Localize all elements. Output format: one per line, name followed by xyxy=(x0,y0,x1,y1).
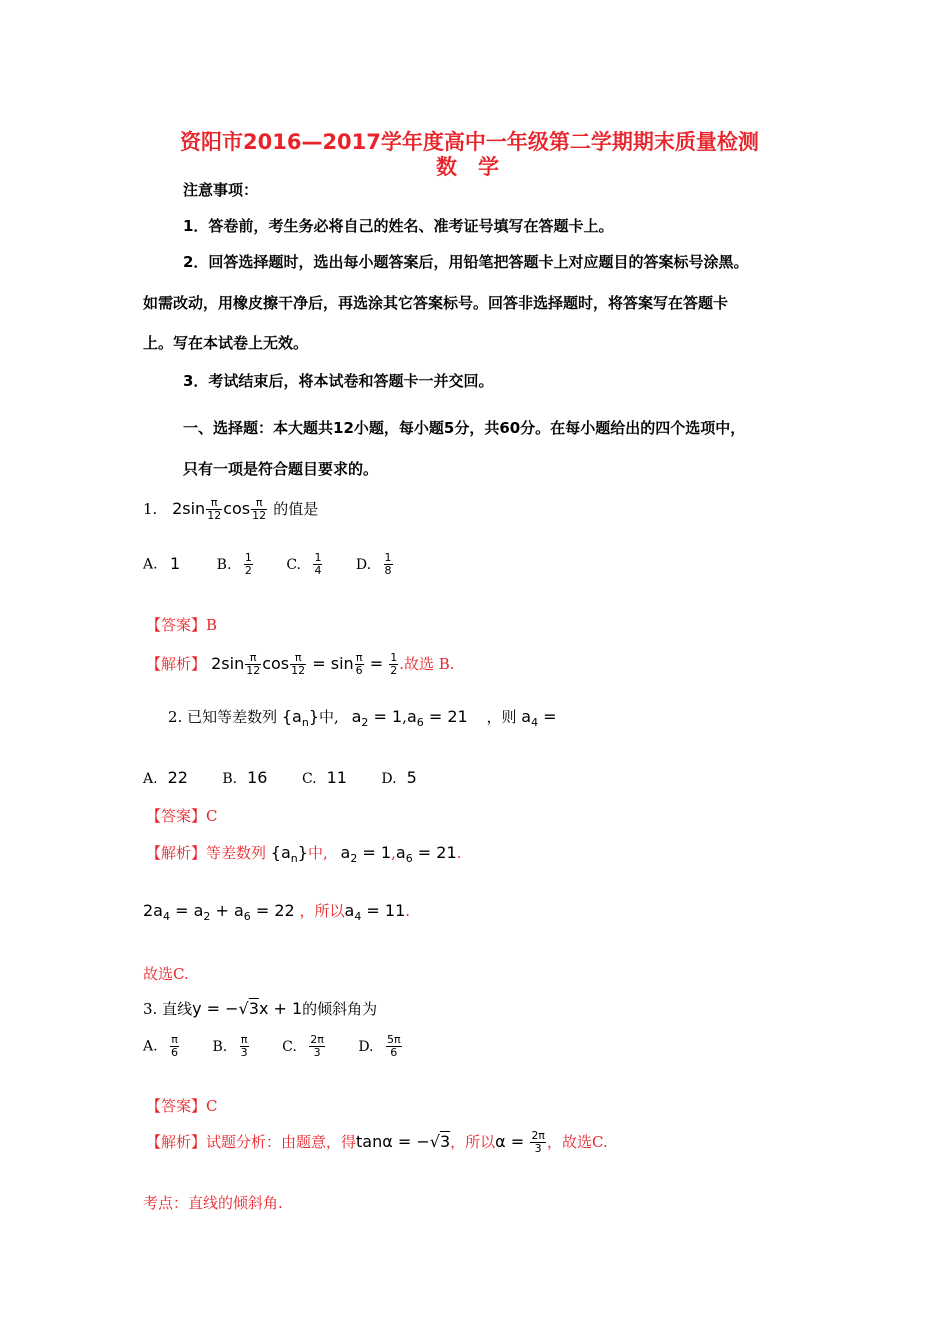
option-a: 1 xyxy=(170,553,181,573)
option-d: 5 xyxy=(406,768,417,787)
option-b-label: B. xyxy=(222,771,238,787)
option-c-label: C. xyxy=(301,771,317,787)
answer-2: 【答案】C xyxy=(146,807,218,825)
question-3: 3. 直线y = −√3x + 1的倾斜角为 xyxy=(143,999,378,1018)
answer-1: 【答案】B xyxy=(146,616,218,634)
analysis-3: 【解析】试题分析：由题意，得tanα = −√3，所以α = $\frac{2\pi}{3}$ ，故选C. xyxy=(146,1129,608,1155)
notice-item-2-line2: 如需改动，用橡皮擦干净后，再选涂其它答案标号。回答非选择题时，将答案写在答题卡 xyxy=(143,294,729,312)
option-a-label: A. xyxy=(143,771,158,787)
option-d-label: D. xyxy=(355,556,372,573)
option-c-label: C. xyxy=(282,1038,297,1055)
section-heading-line2: 只有一项是符合题目要求的。 xyxy=(183,460,379,478)
analysis-2: 【解析】等差数列 $\{a_n\}$中, $a_2 = 1,a_6 = 21$. xyxy=(146,843,462,865)
option-c: 11 xyxy=(326,768,347,787)
section-heading-line1: 一、选择题：本大题共12小题，每小题5分，共60分。在每小题给出的四个选项中， xyxy=(183,419,746,437)
option-b: $\frac{\pi}{3}$ xyxy=(240,1033,248,1059)
answer-3: 【答案】C xyxy=(146,1097,218,1115)
notice-item-1: 1．答卷前，考生务必将自己的姓名、准考证号填写在答题卡上。 xyxy=(183,217,614,235)
analysis-2-conclusion: 故选C. xyxy=(143,965,189,983)
math-expression: 2sin $\frac{\pi}{12}$ cos $\frac{\pi}{12}$ xyxy=(172,496,267,522)
option-d-label: D. xyxy=(381,771,397,787)
analysis-3-kaodian: 考点：直线的倾斜角. xyxy=(143,1194,283,1212)
question-3-options xyxy=(143,1034,403,1059)
question-1 xyxy=(143,497,318,522)
question-1-options xyxy=(143,552,394,577)
option-c: $\frac{1}{4}$ xyxy=(314,551,322,577)
notice-item-2-line3: 上。写在本试卷上无效。 xyxy=(143,334,309,352)
option-b-label: B. xyxy=(216,556,232,573)
option-d-label: D. xyxy=(358,1038,374,1055)
option-c: $\frac{2\pi}{3}$ xyxy=(310,1033,324,1059)
option-b: 16 xyxy=(247,768,268,787)
option-a-label: A. xyxy=(143,1038,158,1055)
option-a-label: A. xyxy=(143,556,158,573)
analysis-2-line2: $2a_4 = a_2 + a_6 = 22$ ，所以$a_4 = 11$. xyxy=(143,901,411,923)
notice-item-3: 3．考试结束后，将本试卷和答题卡一并交回。 xyxy=(183,372,494,390)
analysis-1: 【解析】 2sin $\frac{\pi}{12}$ cos $\frac{\pi}{12}$ = sin $\frac{\pi}{6}$ = $\frac{1}{2}$ .故选 B. xyxy=(146,651,455,677)
question-text: 的值是 xyxy=(273,500,319,518)
page-subtitle: 数 学 xyxy=(436,155,499,179)
option-a: $\frac{\pi}{6}$ xyxy=(171,1033,179,1059)
option-a: 22 xyxy=(167,768,188,787)
question-2-options xyxy=(143,768,417,787)
option-d: $\frac{5\pi}{6}$ xyxy=(386,1033,401,1059)
notice-item-2-line1: 2．回答选择题时，选出每小题答案后，用铅笔把答题卡上对应题目的答案标号涂黑。 xyxy=(183,253,749,271)
notice-heading: 注意事项： xyxy=(183,181,259,199)
option-c-label: C. xyxy=(286,556,301,573)
option-d: $\frac{1}{8}$ xyxy=(384,551,392,577)
option-b: $\frac{1}{2}$ xyxy=(244,551,252,577)
question-number: 1. xyxy=(143,500,158,518)
page-title: 资阳市2016—2017学年度高中一年级第二学期期末质量检测 xyxy=(180,130,759,154)
option-b-label: B. xyxy=(212,1038,228,1055)
question-2: 2. 已知等差数列 $\{a_n\}$中, $a_2 = 1,a_6 = 21$ ，则 $a_4$ = xyxy=(168,707,557,729)
